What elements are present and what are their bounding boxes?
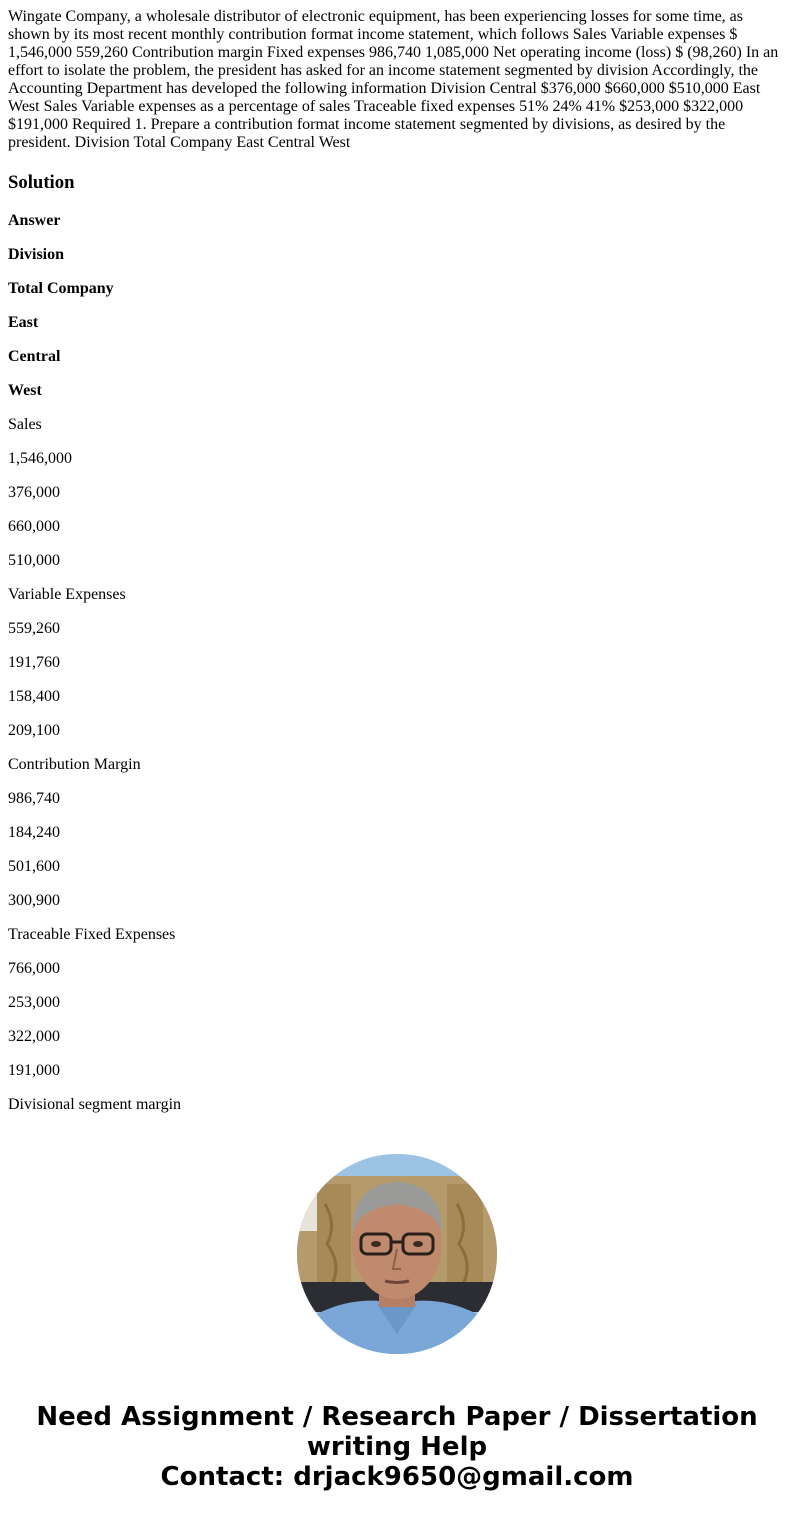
- variable-expenses-west: 209,100: [8, 722, 60, 739]
- author-photo-container: [0, 1154, 794, 1354]
- header-division: Division: [8, 246, 65, 263]
- sales-west: 510,000: [8, 552, 60, 569]
- sales-central: 660,000: [8, 518, 60, 535]
- row-label-sales: Sales: [8, 416, 42, 433]
- variable-expenses-central: 158,400: [8, 688, 60, 705]
- row-label-contribution-margin: Contribution Margin: [8, 756, 141, 773]
- variable-expenses-total: 559,260: [8, 620, 60, 637]
- contribution-margin-central: 501,600: [8, 858, 60, 875]
- row-label-divisional-segment-margin: Divisional segment margin: [8, 1096, 182, 1113]
- author-photo: [297, 1154, 497, 1354]
- row-label-variable-expenses: Variable Expenses: [8, 586, 126, 603]
- contribution-margin-west: 300,900: [8, 892, 60, 909]
- author-portrait-icon: [297, 1154, 497, 1354]
- contribution-margin-east: 184,240: [8, 824, 60, 841]
- header-west: West: [8, 382, 42, 399]
- question-text: Wingate Company, a wholesale distributor of electronic equipment, has been experiencing losses for some time, as shown by its most recent monthly contribution format income statement, which follows Sales Variable expenses $ 1,546,000 559,260 Contribution margin Fixed expenses 986,740 1,085,000 Net operating income (loss) $ (98,260) In an effort to isolate the problem, the president has asked for an income statement segmented by division Accordingly, the Accounting Department has developed the following information Division Central $376,000 $660,000 $510,000 East West Sales Variable expenses as a percentage of sales Traceable fixed expenses 51% 24% 41% $253,000 $322,000 $191,000 Required 1. Prepare a contribution format income statement segmented by divisions, as desired by the president. Division Total Company East Central West: [8, 8, 779, 151]
- sales-total: 1,546,000: [8, 450, 72, 467]
- solution-heading: Solution: [8, 172, 75, 193]
- traceable-fixed-west: 191,000: [8, 1062, 60, 1079]
- variable-expenses-east: 191,760: [8, 654, 60, 671]
- contribution-margin-total: 986,740: [8, 790, 60, 807]
- answer-label: Answer: [8, 212, 61, 229]
- traceable-fixed-east: 253,000: [8, 994, 60, 1011]
- traceable-fixed-central: 322,000: [8, 1028, 60, 1045]
- banner-contact-email: Contact: drjack9650@gmail.com: [160, 1462, 634, 1492]
- banner-line-2: writing Help: [306, 1432, 488, 1462]
- header-central: Central: [8, 348, 61, 365]
- contact-banner: [0, 1402, 794, 1492]
- sales-east: 376,000: [8, 484, 60, 501]
- traceable-fixed-total: 766,000: [8, 960, 60, 977]
- row-label-traceable-fixed-expenses: Traceable Fixed Expenses: [8, 926, 176, 943]
- header-total-company: Total Company: [8, 280, 114, 297]
- header-east: East: [8, 314, 39, 331]
- banner-line-1: Need Assignment / Research Paper / Dissertation: [36, 1402, 758, 1432]
